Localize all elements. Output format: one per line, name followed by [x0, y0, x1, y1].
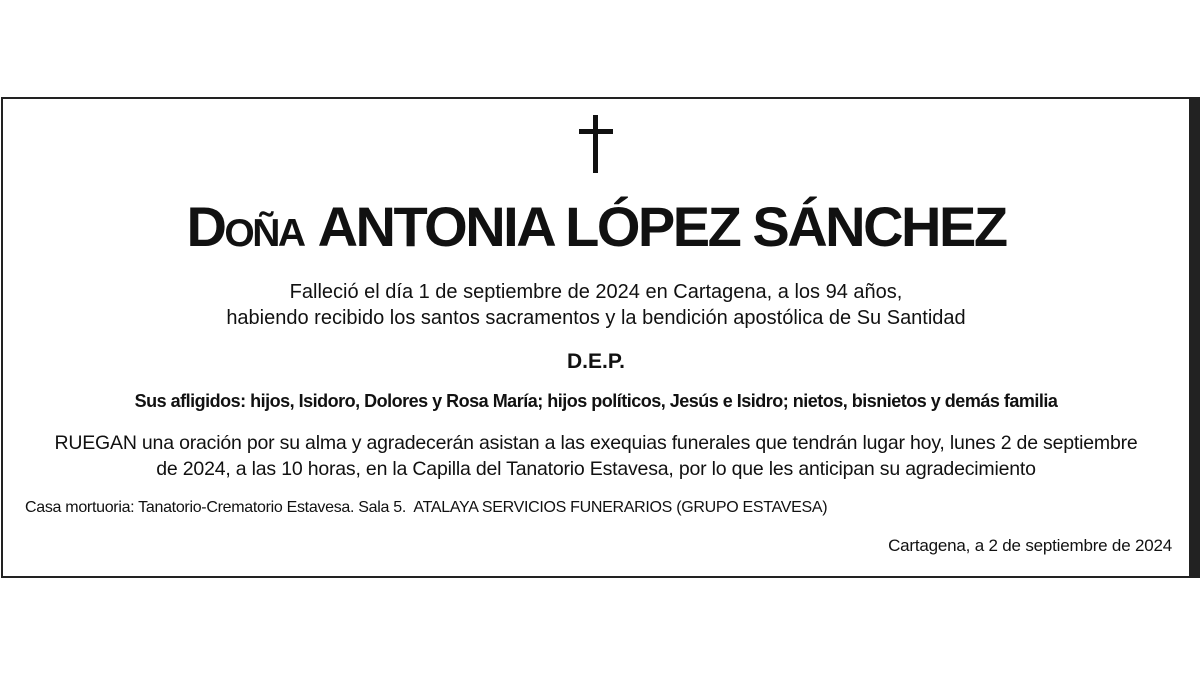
- deceased-name: ANTONIA LÓPEZ SÁNCHEZ: [317, 195, 1006, 258]
- place-date-line: Cartagena, a 2 de septiembre de 2024: [888, 536, 1172, 555]
- honorific-title: Doña: [186, 195, 304, 258]
- deceased-name-heading: [3, 195, 1189, 259]
- funeral-request-line-2: de 2024, a las 10 horas, en la Capilla del Tanatorio Estavesa, por lo que les anticipan su agradecimiento: [156, 458, 1036, 480]
- funeral-home-info: Casa mortuoria: Tanatorio-Crematorio Estavesa. Sala 5. ATALAYA SERVICIOS FUNERARIOS (GRUPO ESTAVESA): [25, 499, 828, 516]
- obituary-notice: [1, 97, 1200, 578]
- sacraments-line: habiendo recibido los santos sacramentos y la bendición apostólica de Su Santidad: [226, 307, 966, 329]
- funeral-request-line-1: RUEGAN una oración por su alma y agradecerán asistan a las exequias funerales que tendrán lugar hoy, lunes 2 de septiembre: [54, 432, 1138, 454]
- cross-horizontal-bar: [579, 129, 613, 134]
- death-details-line: Falleció el día 1 de septiembre de 2024 en Cartagena, a los 94 años,: [289, 281, 903, 303]
- rip-abbreviation: D.E.P.: [567, 350, 625, 373]
- cross-icon: [576, 115, 616, 173]
- family-line: Sus afligidos: hijos, Isidoro, Dolores y Rosa María; hijos políticos, Jesús e Isidro; nietos, bisnietos y demás familia: [134, 391, 1058, 411]
- cross-vertical-bar: [593, 115, 598, 173]
